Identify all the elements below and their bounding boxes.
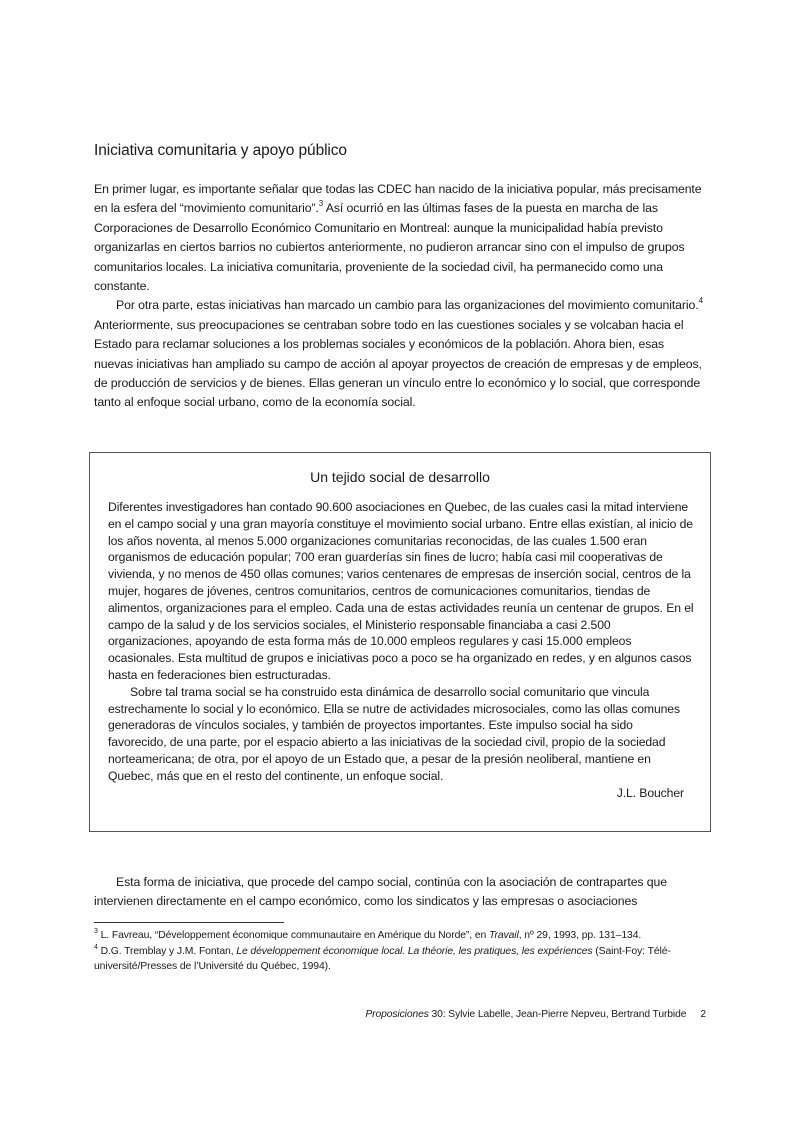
footnote-italic-title: Travail (489, 930, 519, 941)
intro-paragraph-1 (94, 180, 706, 296)
sidebar-box (89, 452, 711, 832)
footer-journal: Proposiciones (365, 1009, 429, 1020)
footnotes (94, 928, 706, 975)
footnote-text: D.G. Tremblay y J.M. Fontan, (97, 946, 237, 957)
box-signature: J.L. Boucher (616, 785, 684, 800)
footnote-italic-title: Le développement économique local. La théorie, les pratiques, les expériences (236, 946, 593, 957)
footnote-ref-4[interactable]: 4 (698, 296, 703, 306)
intro-text (94, 180, 706, 413)
footnote-number: 3 (94, 927, 98, 935)
page-footer (94, 1009, 706, 1020)
box-title: Un tejido social de desarrollo (310, 469, 490, 485)
page-number: 2 (700, 1009, 706, 1020)
box-paragraph-1: Diferentes investigadores han contado 90.600 asociaciones en Quebec, de las cuales casi la mitad interviene en el campo social y una gran mayoría constituye el movimiento social urbano. Entre ellas existían, al inicio de los años noventa, al menos 5.000 organizaciones comunitarias reconocidas, de las cuales 1.500 eran organismos de educación popular; 700 eran guarderías sin fines de lucro; había casi mil cooperativas de vivienda, y no menos de 450 ollas comunes; varios centenares de empresas de inserción social, centros de la mujer, hogares de jóvenes, centros comunitarios, centros de comunicaciones comunitarios, tiendas de alimentos, organizaciones para el empleo. Cada una de estas actividades reunía un centenar de grupos. En el campo de la salud y de los servicios sociales, el Ministerio responsable financiaba a casi 2.500 organizaciones, apoyando de esta forma más de 10.000 empleos regulares y casi 15.000 empleos ocasionales. Esta multitud de grupos e iniciativas poco a poco se ha organizado en redes, y en algunos casos hasta en federaciones bien estructuradas. (108, 500, 694, 682)
footnote-ref-3[interactable]: 3 (318, 199, 324, 209)
continuation-paragraph: Esta forma de iniciativa, que procede del campo social, continúa con la asociación de contrapartes que intervienen directamente en el campo económico, como los sindicatos y las empresas o asociaciones (94, 875, 668, 909)
intro-p2-text-a: Por otra parte, estas iniciativas han marcado un cambio para las organizaciones del movimiento comunitario. (116, 298, 699, 313)
footnote-3 (94, 928, 706, 943)
footer-authors: 30: Sylvie Labelle, Jean-Pierre Nepveu, Bertrand Turbide (428, 1009, 687, 1020)
footnote-number: 4 (94, 943, 98, 951)
footnote-text-end: , nº 29, 1993, pp. 131–134. (518, 930, 642, 941)
footnote-divider (94, 922, 284, 923)
footnote-text: L. Favreau, “Développement économique communautaire en Amérique du Norde”, en (97, 930, 490, 941)
intro-p1-text-a: En primer lugar, es importante señalar que todas las CDEC han nacido de la iniciativa popular, más precisamente en la esfera del “movimiento comunitario”. (94, 182, 702, 216)
footnote-text-end: (Saint-Foy: Télé-université/Presses de l’Université du Québec, 1994). (94, 946, 671, 972)
intro-p2-text-b: Anteriormente, sus preocupaciones se centraban sobre todo en las cuestiones sociales y se volcaban hacia el Estado para reclamar soluciones a los problemas sociales y económicos de la población. Ahora bien, esas nuevas iniciativas han ampliado su campo de acción al apoyar proyectos de creación de empresas y de empleos, de producción de servicios y de bienes. Ellas generan un vínculo entre lo económico y lo social, que corresponde tanto al enfoque social urbano, como de la economía social. (94, 317, 702, 410)
box-paragraph-2: Sobre tal trama social se ha construido esta dinámica de desarrollo social comunitario que vincula estrechamente lo social y lo económico. Ella se nutre de actividades microsociales, como las ollas comunes generadoras de vínculos sociales, y también de proyectos importantes. Este impulso social ha sido favorecido, de una parte, por el espacio abierto a las iniciativas de la sociedad civil, propio de la sociedad norteamericana; de otra, por el apoyo de un Estado que, a pesar de la presión neoliberal, mantiene en Quebec, más que en el resto del continente, un enfoque social. (108, 684, 680, 783)
box-text (108, 499, 694, 801)
intro-paragraph-2 (94, 296, 706, 412)
section-title: Iniciativa comunitaria y apoyo público (94, 142, 347, 159)
footnote-4 (94, 944, 706, 974)
continuation-text (94, 873, 706, 912)
intro-p1-text-b: Así ocurrió en las últimas fases de la puesta en marcha de las Corporaciones de Desarrollo Económico Comunitario en Montreal: aunque la municipalidad había previsto organizarlas en ciertos barrios no cubiertos anteriormente, no pudieron arrancar sino con el impulso de grupos comunitarios locales. La iniciativa comunitaria, proveniente de la sociedad civil, ha permanecido como una constante. (94, 201, 685, 294)
